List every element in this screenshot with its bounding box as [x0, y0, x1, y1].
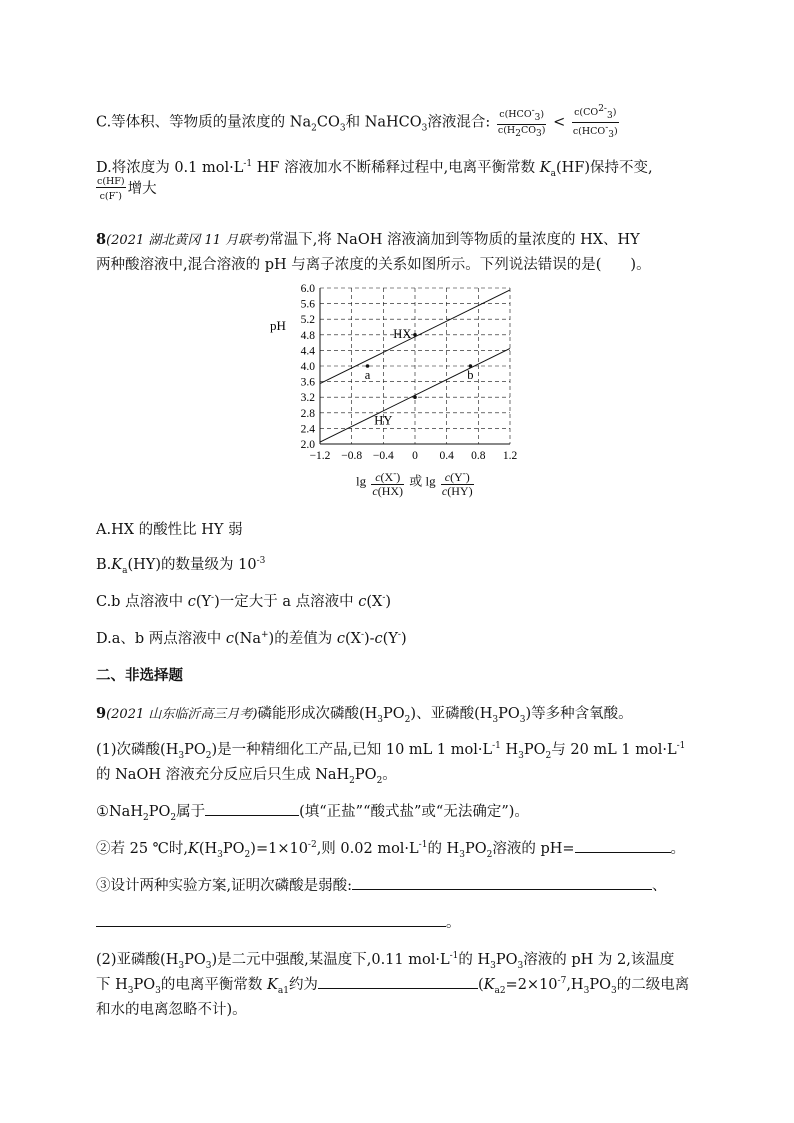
fraction-hco3-h2co3: $\frac{c(HCO^-_3)}{c(H_2CO_3)}$ — [497, 105, 546, 139]
q9-part2-line3: 和水的电离忽略不计)。 — [96, 1002, 247, 1018]
x-axis-label: lg $\frac{c(X^-)}{c(HX)}$ 或 lg $\frac{c(Y^-)}{c(HY)}$ — [356, 468, 473, 498]
x-tick-label: 0.8 — [471, 450, 486, 462]
q9-part1-line2: 的 NaOH 溶液充分反应后只生成 $NaH_2PO_2$。 — [96, 767, 397, 786]
x-tick-label: −0.4 — [372, 450, 394, 462]
data-point — [413, 395, 417, 399]
q9-part1-line1: (1)次磷酸$(H_3PO_2)$是一种精细化工产品,已知 10 mL 1 $mol\cdot L^{-1}$ $H_3PO_2$与 20 mL 1 $mol\cdot L^{-1}$ — [96, 741, 686, 761]
q8-option-a: A.HX 的酸性比 HY 弱 — [96, 522, 243, 538]
y-tick-label: 4.8 — [300, 329, 315, 342]
y-tick-label: 2.4 — [300, 423, 315, 436]
section-title: 二、非选择题 — [96, 668, 183, 684]
q7-option-c: C.等体积、等物质的量浓度的 $Na_2CO_3$和 NaHCO$_3$溶液混合: $\frac{c(HCO^-_3)}{c(H_2CO_3)}$ < $\frac{c(CO^{2-}_3)}{c(HCO^-_3)}$ — [96, 104, 618, 141]
q9-part1-q2: ②若 25 ℃时$,K(H_3PO_2)=1\times 10^{-2}$,则 0.02 $mol\cdot L^{-1}$的 $H_3PO_2$溶液的 pH= 。 — [96, 840, 686, 860]
q7-option-d-fraction: $\frac{c(HF)}{c(F^-)}$ 增大 — [97, 176, 157, 203]
point-label-b: b — [467, 368, 474, 382]
chart-grid — [320, 288, 510, 444]
x-tick-label: −0.8 — [341, 450, 363, 462]
data-point — [413, 333, 417, 337]
answer-blank-ph[interactable] — [575, 851, 671, 853]
answer-blank-experiment-1[interactable] — [352, 888, 652, 890]
x-tick-label: 0.4 — [439, 450, 454, 462]
x-tick-label: −1.2 — [309, 450, 331, 462]
series-label-hx: HX — [393, 326, 412, 341]
q8-stem-line2: 两种酸溶液中,混合溶液的 pH 与离子浓度的关系如图所示。下列说法错误的是( )。 — [96, 257, 651, 273]
x-tick-label: 1.2 — [502, 450, 518, 462]
y-tick-label: 3.6 — [300, 376, 315, 389]
y-axis-label: pH — [270, 318, 286, 333]
answer-blank-ka1[interactable] — [318, 987, 478, 989]
y-tick-label: 5.2 — [300, 314, 315, 327]
y-tick-label: 5.6 — [300, 298, 315, 311]
y-tick-label: 6.0 — [300, 284, 315, 295]
y-tick-label: 2.0 — [300, 439, 315, 451]
y-tick-label: 4.0 — [300, 361, 315, 373]
y-tick-label: 4.4 — [300, 345, 315, 358]
y-tick-label: 2.8 — [300, 407, 315, 420]
q8-option-b: $B.K_a(HY)$的数量级为 $10^{-3}$ — [96, 556, 266, 576]
q8-option-d: D.a、b 两点溶液中 c(Na+)的差值为 c(X-)-c(Y-) — [96, 630, 407, 647]
q9-stem: 9(2021 山东临沂高三月考)磷能形成次磷酸$(H_3PO_2)$、亚磷酸$(H_3PO_3)$等多种含氧酸。 — [96, 705, 633, 725]
y-tick-label: 3.2 — [300, 392, 315, 405]
fraction-hf-f: $\frac{c(HF)}{c(F^-)}$ — [97, 176, 125, 203]
q9-part2-line2: 下 $H_3PO_3$的电离平衡常数 $K_{a1}$约为 ($K_{a2}=2\times 10^{-7},H_3PO_3$的二级电离 — [96, 976, 690, 996]
series-label-hy: HY — [374, 413, 393, 428]
q9-part2-line1: (2)亚磷酸$(H_3PO_3)$是二元中强酸,某温度下,0.11 $mol\cdot L^{-1}$的 $H_3PO_3$溶液的 pH 为 2,该温度 — [96, 951, 675, 971]
q9-part1-q1: $①NaH_2PO_2$属于 (填“正盐”“酸式盐”或“无法确定”)。 — [96, 804, 529, 823]
q9-part1-q3-cont: 。 — [96, 911, 461, 932]
answer-blank-experiment-2[interactable] — [96, 925, 446, 927]
point-label-a: a — [364, 368, 371, 382]
q8-option-c: C.b 点溶液中 c(Y-)一定大于 a 点溶液中 c(X-) — [96, 593, 392, 610]
q8-stem-line1: 8(2021 湖北黄冈 11 月联考)常温下,将 NaOH 溶液滴加到等物质的量浓度的 HX、HY — [96, 231, 640, 248]
fraction-co3-hco3: $\frac{c(CO^{2-}_3)}{c(HCO^-_3)}$ — [572, 104, 618, 141]
x-tick-label: 0 — [412, 450, 418, 462]
answer-blank-salt-type[interactable] — [205, 814, 299, 816]
q9-part1-q3: ③设计两种实验方案,证明次磷酸是弱酸: 、 — [96, 878, 667, 894]
q7-option-d: D.将浓度为 0.1 $mol\cdot L^{-1}$ HF 溶液加水不断稀释过程中,电离平衡常数 $K_a(HF)$保持不变, — [96, 159, 653, 179]
